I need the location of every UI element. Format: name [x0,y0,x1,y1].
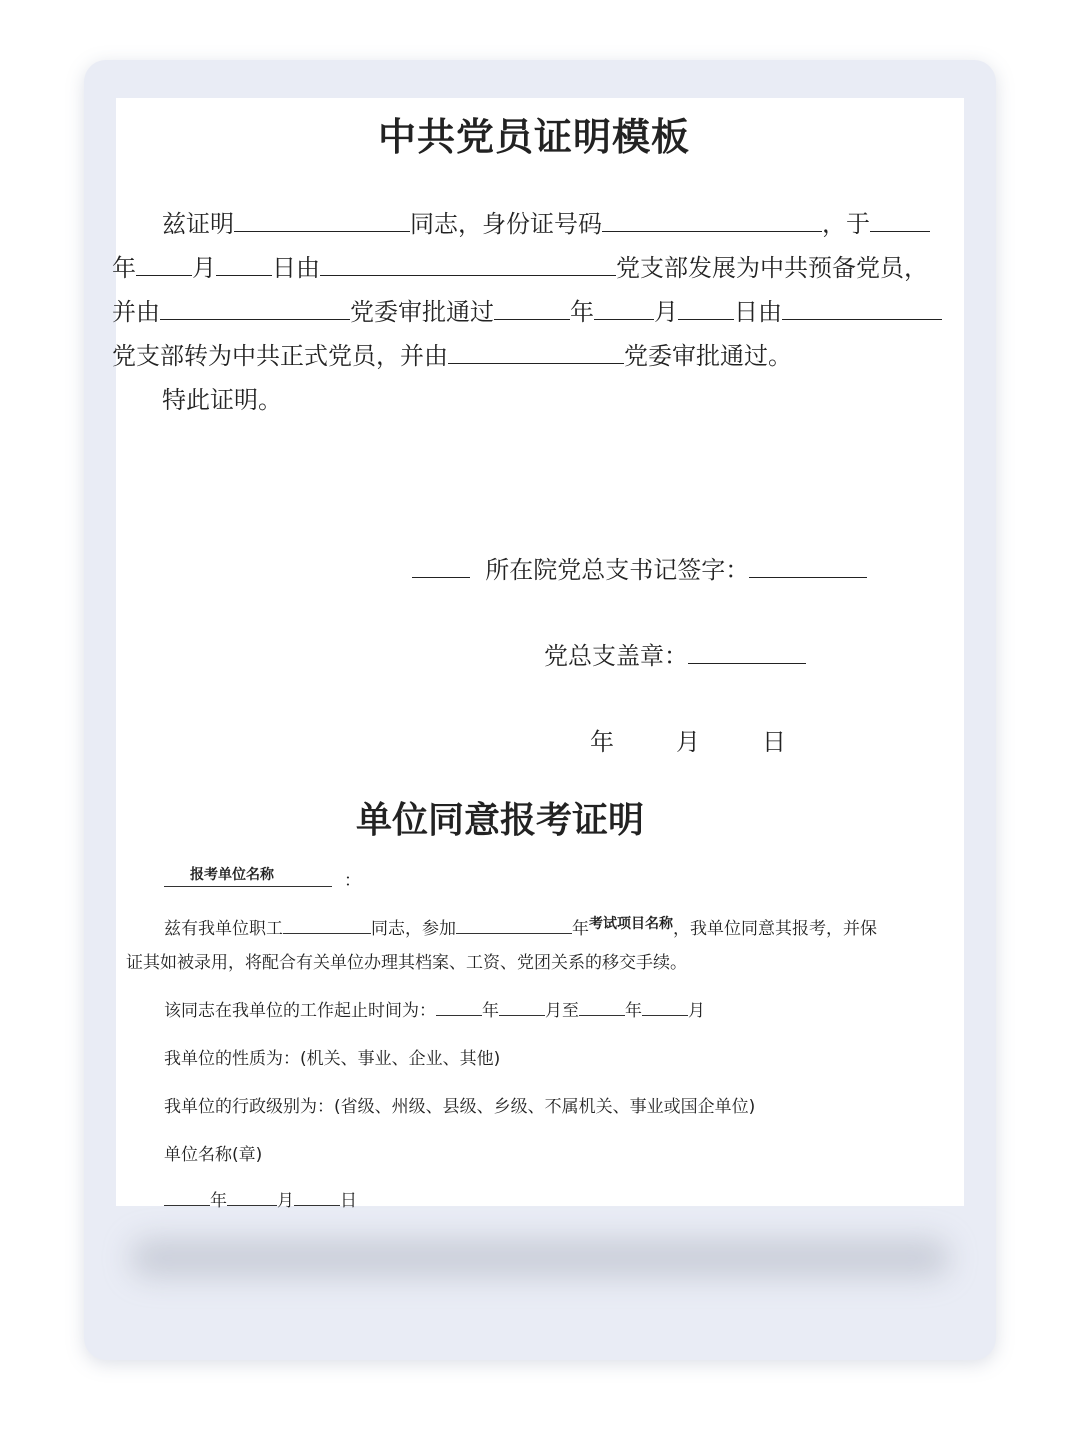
doc2-line-5: 我单位的行政级别为：(省级、州级、县级、乡级、不属机关、事业或国企单位) [164,1097,756,1117]
doc1-signature-line: 所在院党总支书记签字： [412,550,867,585]
doc2-unit-field: 报考单位名称 [164,862,332,887]
document-page [112,98,964,1211]
doc1-line-2: 年 月 日由 党支部发展为中共预备党员， [112,248,928,283]
doc1-line-1: 兹证明 同志，身份证号码 ，于 [162,204,930,239]
doc1-line-4: 党支部转为中共正式党员，并由 党委审批通过。 [112,336,792,371]
doc2-unit-colon: ： [344,871,361,891]
doc2-line-1: 兹有我单位职工 同志，参加 年$^{考试项目名称}$，我单位同意其报考，并保 [164,916,877,939]
doc1-title: 中共党员证明模板 [378,114,691,159]
doc2-title: 单位同意报考证明 [356,800,645,841]
doc2-line-6: 单位名称(章) [164,1145,263,1165]
doc2-line-2: 证其如被录用，将配合有关单位办理其档案、工资、党团关系的移交手续。 [126,953,687,973]
card-shadow [130,1238,950,1278]
doc2-line-3: 该同志在我单位的工作起止时间为： 年 月至 年 月 [164,1001,705,1021]
doc2-line-7: 年 月 日 [164,1186,357,1211]
doc1-seal-line: 党总支盖章： [544,636,806,671]
doc1-line-3: 并由 党委审批通过 年 月 日由 [112,292,942,327]
doc1-date-line: 年 月 日 [590,728,786,756]
doc1-line-5: 特此证明。 [162,386,282,414]
doc2-line-4: 我单位的性质为：(机关、事业、企业、其他) [164,1049,501,1069]
